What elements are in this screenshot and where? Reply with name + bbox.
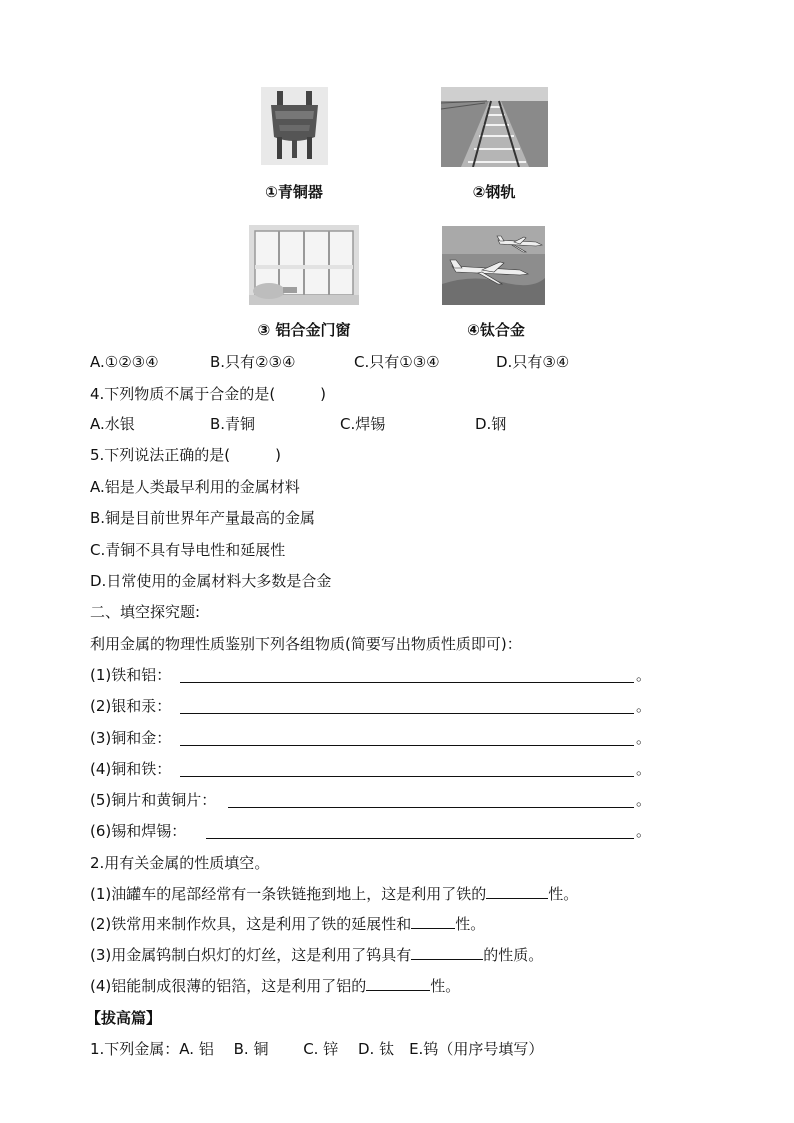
answer-line-6[interactable]	[206, 838, 634, 839]
q4-options	[90, 414, 690, 434]
q2-item-2	[90, 914, 485, 934]
figure-steel-rail	[441, 87, 548, 167]
q4-stem: 4.下列物质不属于合金的是( )	[90, 385, 327, 403]
answer-line-2[interactable]	[180, 713, 634, 714]
fill-label-3: (3)铜和金：	[90, 729, 172, 747]
fill-label-1: (1)铁和铝：	[90, 666, 172, 684]
q2-item-2-before: (2)铁常用来制作炊具，这是利用了铁的延展性和	[90, 915, 412, 933]
section2-heading: 二、填空探究题:	[90, 603, 201, 621]
figure-aluminum-window	[249, 225, 359, 305]
end-mark-2: 。	[636, 697, 652, 715]
advanced-q1: 1.下列金属：A. 铝 B. 铜 C. 锌 D. 钛 E.钨（用序号填写）	[90, 1040, 544, 1058]
q2-item-1-before: (1)油罐车的尾部经常有一条铁链拖到地上，这是利用了铁的	[90, 885, 487, 903]
q2-item-3	[90, 945, 543, 965]
fill-label-5: (5)铜片和黄铜片：	[90, 791, 217, 809]
advanced-heading: 【拔高篇】	[86, 1009, 162, 1027]
figure-bronze-ware	[261, 87, 328, 165]
figure-caption-2: ②钢轨	[472, 183, 516, 201]
q2-item-4-after: 性。	[430, 977, 461, 995]
q2-item-3-after: 的性质。	[483, 946, 544, 964]
q2-blank-3[interactable]	[411, 945, 483, 960]
q4-option-d: D.钢	[475, 415, 507, 433]
q4-option-c: C.焊锡	[340, 415, 386, 433]
q2-item-4	[90, 976, 460, 996]
jet-plane-icon	[442, 226, 545, 305]
answer-line-4[interactable]	[180, 776, 634, 777]
q2-item-1-after: 性。	[548, 885, 579, 903]
q2-stem: 2.用有关金属的性质填空。	[90, 854, 270, 872]
answer-line-3[interactable]	[180, 745, 634, 746]
end-mark-5: 。	[636, 791, 652, 809]
figure-caption-3: ③ 铝合金门窗	[257, 321, 351, 339]
q2-item-4-before: (4)铝能制成很薄的铝箔，这是利用了铝的	[90, 977, 367, 995]
q4-option-b: B.青铜	[210, 415, 256, 433]
q5-option-d: D.日常使用的金属材料大多数是合金	[90, 572, 332, 590]
end-mark-6: 。	[636, 822, 652, 840]
bronze-ding-icon	[261, 87, 328, 165]
q2-item-2-after: 性。	[455, 915, 486, 933]
fill-label-6: (6)锡和焊锡：	[90, 822, 187, 840]
q2-item-3-before: (3)用金属钨制白炽灯的灯丝，这是利用了钨具有	[90, 946, 412, 964]
answer-line-1[interactable]	[180, 682, 634, 683]
q3-options	[90, 352, 690, 372]
figure-caption-4: ④钛合金	[467, 321, 525, 339]
figure-caption-1: ①青铜器	[265, 183, 323, 201]
window-icon	[249, 225, 359, 305]
q5-stem: 5.下列说法正确的是( )	[90, 446, 282, 464]
q3-option-b: B.只有②③④	[210, 353, 296, 371]
railway-track-icon	[441, 87, 548, 167]
q3-option-d: D.只有③④	[496, 353, 570, 371]
end-mark-3: 。	[636, 729, 652, 747]
q2-item-1	[90, 884, 578, 904]
q5-option-b: B.铜是目前世界年产量最高的金属	[90, 509, 316, 527]
q2-blank-1[interactable]	[486, 884, 548, 899]
end-mark-4: 。	[636, 760, 652, 778]
fill-label-2: (2)银和汞：	[90, 697, 172, 715]
fill-label-4: (4)铜和铁：	[90, 760, 172, 778]
q5-option-c: C.青铜不具有导电性和延展性	[90, 541, 286, 559]
q5-option-a: A.铝是人类最早利用的金属材料	[90, 478, 300, 496]
q2-blank-2[interactable]	[411, 914, 455, 929]
answer-line-5[interactable]	[228, 807, 634, 808]
section2-intro: 利用金属的物理性质鉴别下列各组物质(简要写出物质性质即可)：	[90, 635, 522, 653]
q3-option-a: A.①②③④	[90, 353, 159, 371]
q3-option-c: C.只有①③④	[354, 353, 440, 371]
end-mark-1: 。	[636, 666, 652, 684]
q2-blank-4[interactable]	[366, 976, 430, 991]
figure-titanium-alloy	[442, 226, 545, 305]
q4-option-a: A.水银	[90, 415, 135, 433]
